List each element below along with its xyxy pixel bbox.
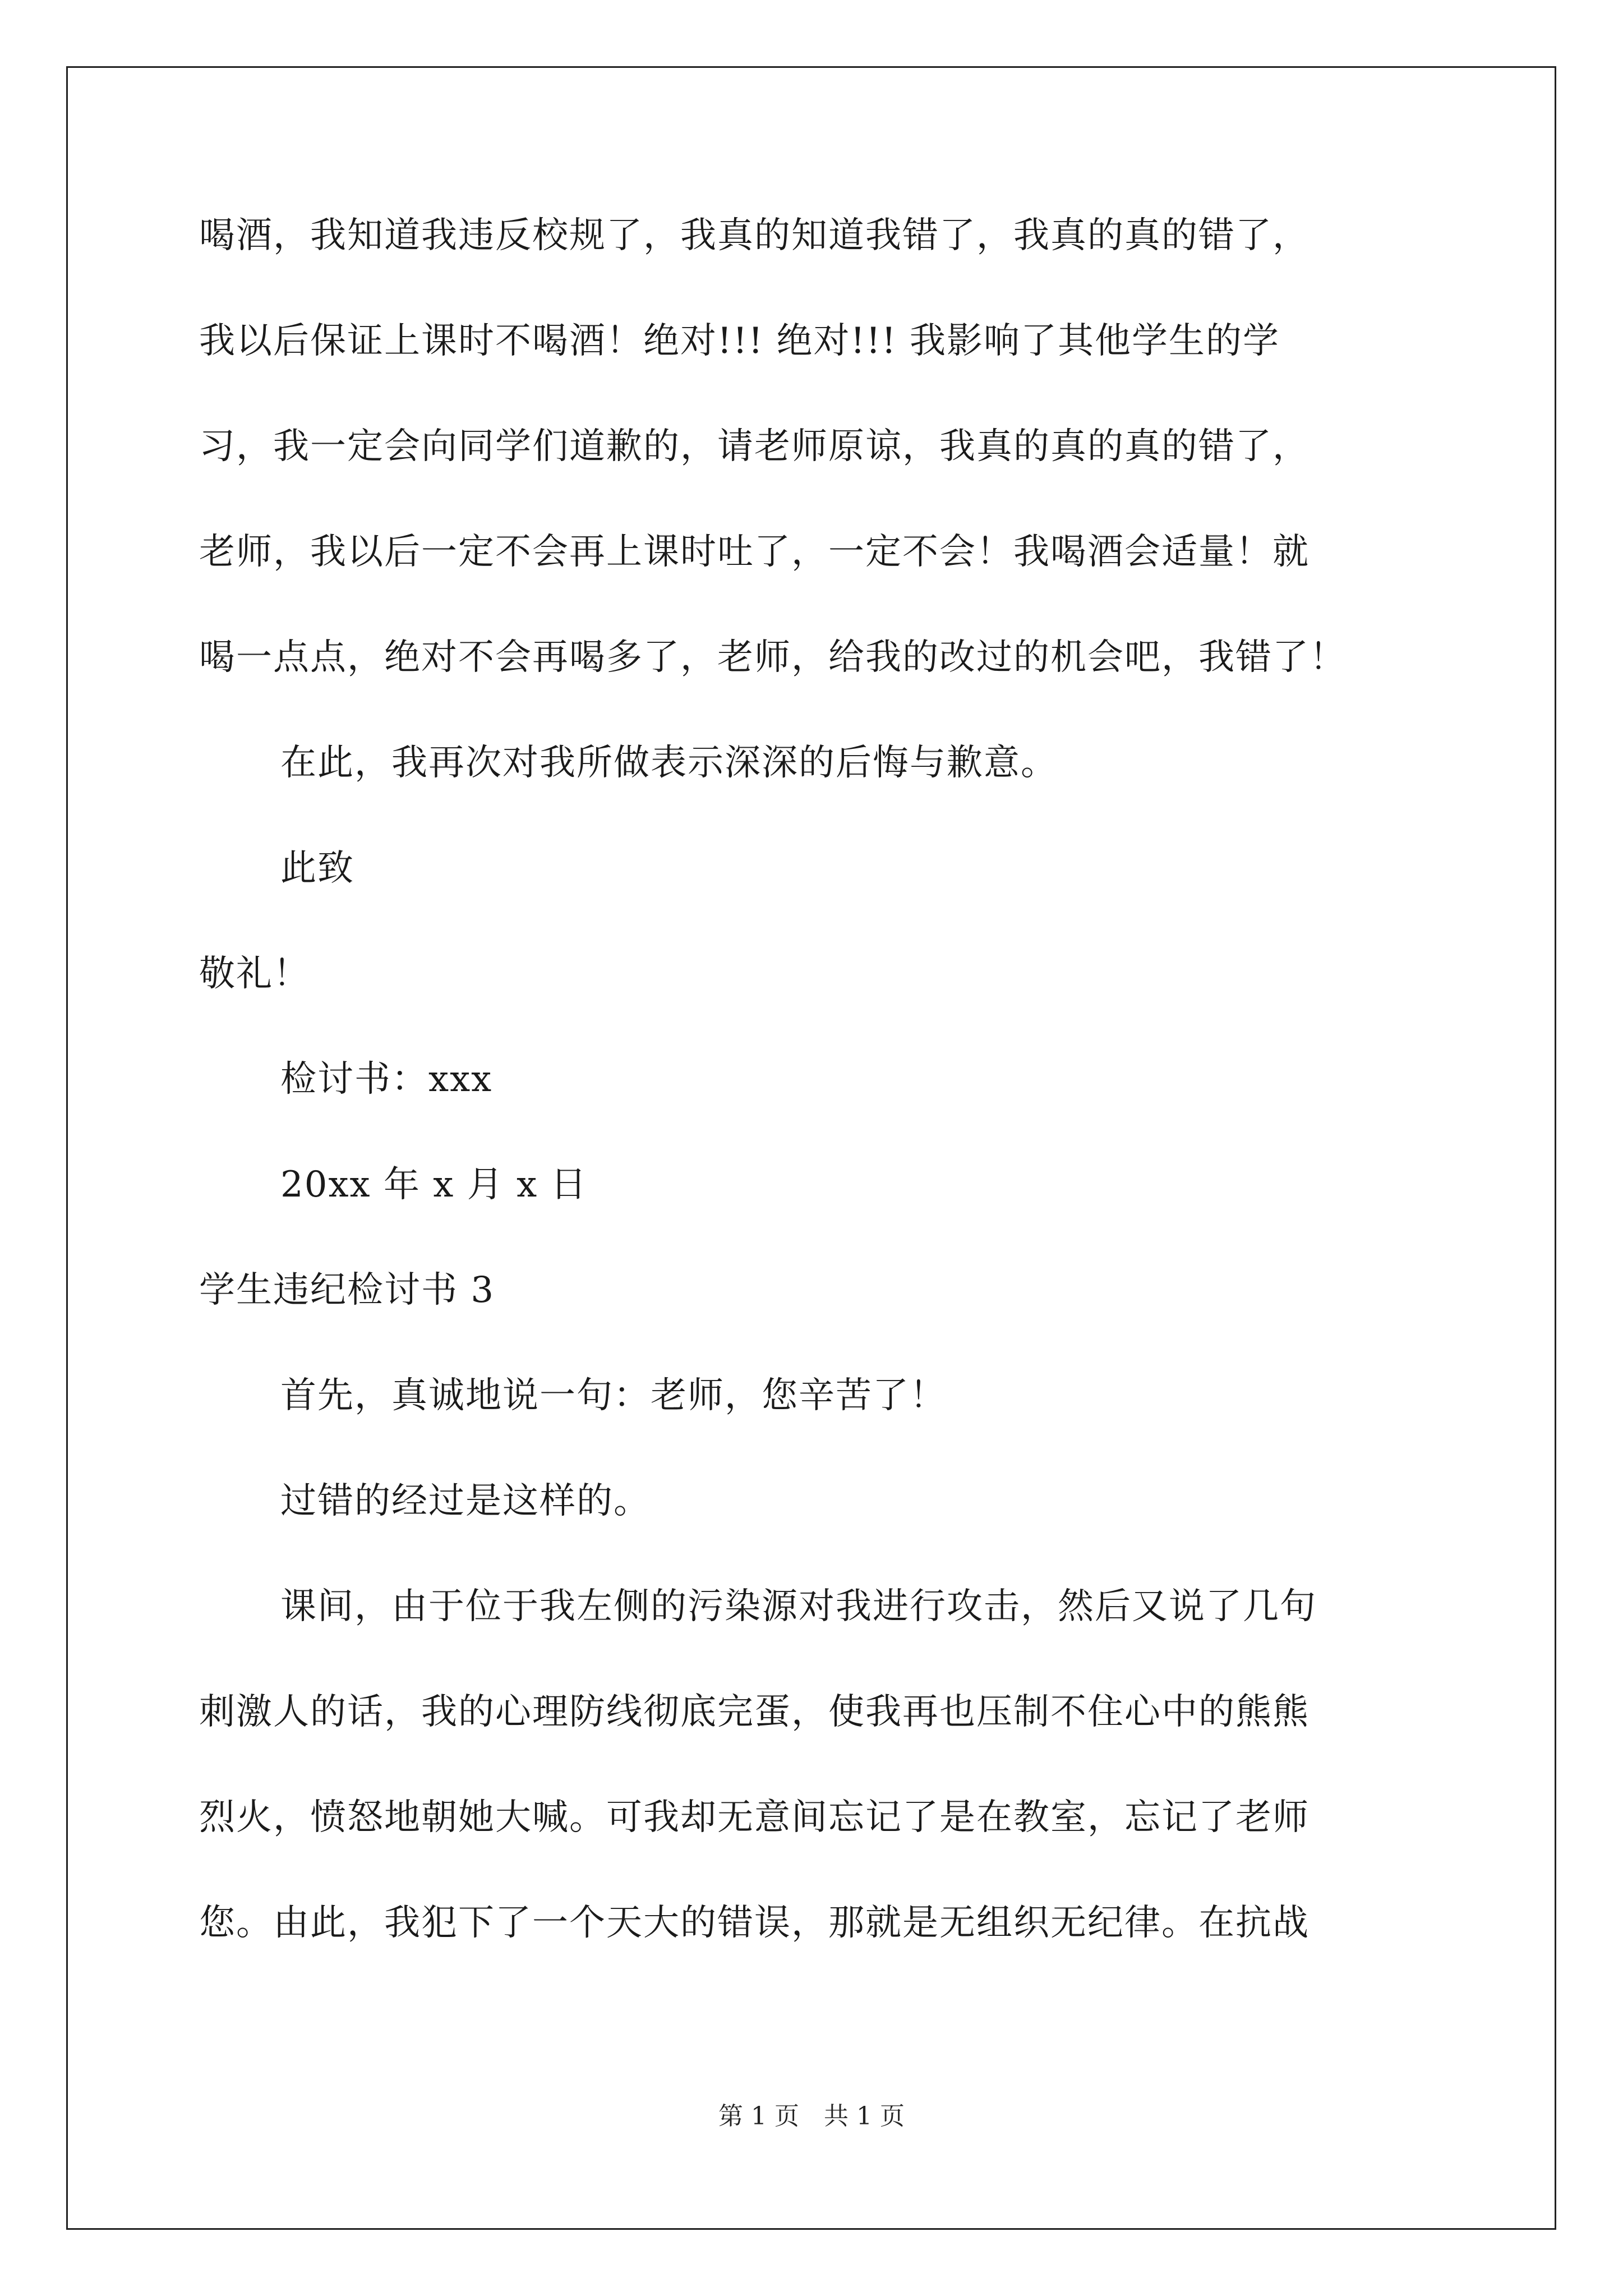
text-line: 烈火，愤怒地朝她大喊。可我却无意间忘记了是在教室，忘记了老师 [199,1797,1310,1838]
text-line: 老师，我以后一定不会再上课时吐了，一定不会！我喝酒会适量！就 [199,531,1310,573]
salutation-line: 此致 [280,848,354,889]
text-line: 习，我一定会向同学们道歉的，请老师原谅，我真的真的真的错了， [199,426,1310,467]
signature-line: 检讨书：xxx [280,1059,493,1100]
text-line: 在此，我再次对我所做表示深深的后悔与歉意。 [280,742,1058,784]
text-line: 喝酒，我知道我违反校规了，我真的知道我错了，我真的真的错了， [199,215,1310,256]
text-line: 我以后保证上课时不喝酒！绝对!!! 绝对!!! 我影响了其他学生的学 [199,320,1280,362]
text-line: 首先，真诚地说一句：老师，您辛苦了！ [280,1375,947,1416]
section-heading: 学生违纪检讨书 3 [199,1269,495,1311]
page-number-footer: 第 1 页 共 1 页 [718,2102,905,2131]
text-line: 您。由此，我犯下了一个天大的错误，那就是无组织无纪律。在抗战 [199,1902,1310,1944]
text-line: 过错的经过是这样的。 [280,1480,651,1522]
text-line: 课间，由于位于我左侧的污染源对我进行攻击，然后又说了几句 [280,1586,1317,1627]
text-line: 喝一点点，绝对不会再喝多了，老师，给我的改过的机会吧，我错了！ [199,637,1347,678]
date-line: 20xx 年 x 月 x 日 [280,1164,588,1205]
text-line: 刺激人的话，我的心理防线彻底完蛋，使我再也压制不住心中的熊熊 [199,1691,1310,1733]
closing-line: 敬礼！ [199,953,310,995]
